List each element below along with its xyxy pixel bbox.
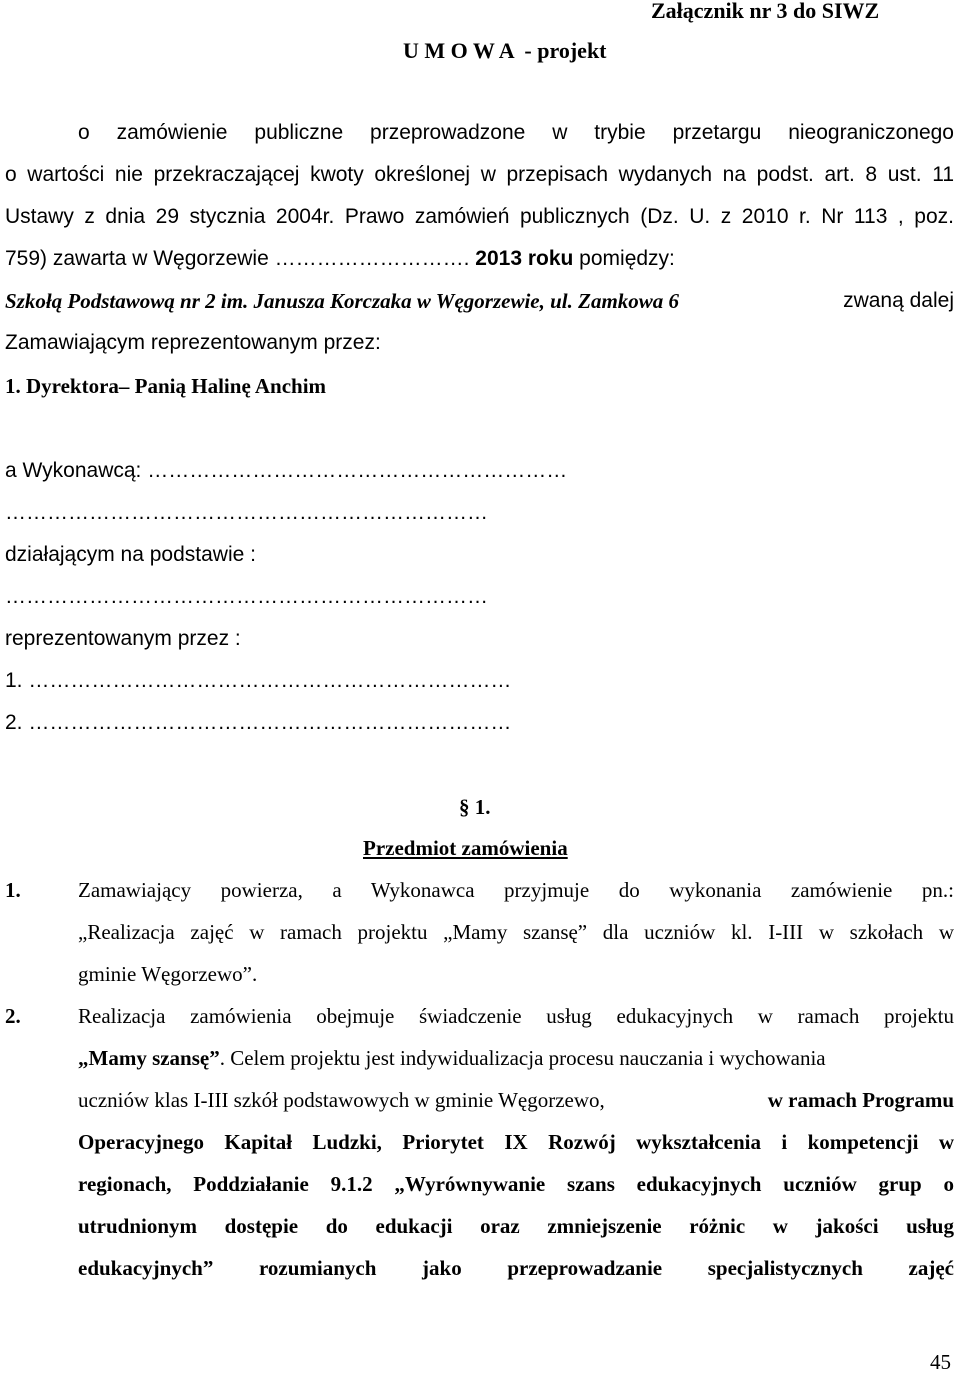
section-title: Przedmiot zamówienia <box>363 836 568 860</box>
basis-dots: …………………………………………………………… <box>5 585 488 608</box>
intro-line-4 <box>5 247 675 271</box>
item-2-line-5: regionach, Poddziałanie 9.1.2 „Wyrównywanie szans edukacyjnych uczniów grup o <box>78 1172 954 1196</box>
annex-label: Załącznik nr 3 do SIWZ <box>651 0 880 23</box>
document-title: U M O W A - projekt <box>403 38 607 63</box>
item-2-line-2 <box>78 1046 954 1071</box>
basis-label: działającym na podstawie : <box>5 543 256 566</box>
contractor-dots: …………………………………………………………… <box>5 501 488 524</box>
intro-line-5 <box>5 289 954 314</box>
school-name: Szkołą Podstawową nr 2 im. Janusza Korczaka w Węgorzewie, ul. Zamkowa 6 <box>5 289 680 313</box>
contractor-label: a Wykonawcą: …………………………………………………… <box>5 459 568 482</box>
item-2-line-3-pre: uczniów klas I-III szkół podstawowych w gminie Węgorzewo, <box>78 1088 611 1112</box>
item-2-line-3 <box>78 1088 954 1113</box>
item-2-line-6: utrudnionym dostępie do edukacji oraz zmniejszenie różnic w jakości usług <box>78 1214 954 1238</box>
page-number: 45 <box>930 1350 951 1374</box>
item-2-line-1: Realizacja zamówienia obejmuje świadczenie usług edukacyjnych w ramach projektu <box>78 1004 954 1028</box>
item-2-number: 2. <box>5 1004 21 1028</box>
rep-line-1: 1. …………………………………………………………… <box>5 669 512 692</box>
intro-line-4-post: pomiędzy: <box>573 247 675 270</box>
item-1-number: 1. <box>5 878 21 902</box>
intro-line-4-pre: 759) zawarta w Węgorzewie ………………………. <box>5 247 476 270</box>
representative-line: 1. Dyrektora– Panią Halinę Anchim <box>5 374 327 398</box>
intro-line-5-post: zwaną dalej <box>837 289 954 312</box>
intro-line-6: Zamawiającym reprezentowanym przez: <box>5 331 381 354</box>
intro-line-1: o zamówienie publiczne przeprowadzone w trybie przetargu nieograniczonego <box>78 121 954 144</box>
item-1-line-1: Zamawiający powierza, a Wykonawca przyjmuje do wykonania zamówienie pn.: <box>78 878 954 902</box>
rep-label: reprezentowanym przez : <box>5 627 241 650</box>
item-1-line-2: „Realizacja zajęć w ramach projektu „Mamy szansę” dla uczniów kl. I-III w szkołach w <box>78 920 954 944</box>
rep-line-2: 2. …………………………………………………………… <box>5 711 512 734</box>
item-2-line-4: Operacyjnego Kapitał Ludzki, Priorytet IX Rozwój wykształcenia i kompetencji w <box>78 1130 954 1154</box>
item-2-line-2-post: . Celem projektu jest indywidualizacja procesu nauczania i wychowania <box>219 1046 826 1070</box>
intro-line-2: o wartości nie przekraczającej kwoty określonej w przepisach wydanych na podst. art. 8 ust. 11 <box>5 163 954 186</box>
intro-line-3: Ustawy z dnia 29 stycznia 2004r. Prawo zamówień publicznych (Dz. U. z 2010 r. Nr 113 , poz. <box>5 205 954 228</box>
item-2-line-3-bold: w ramach Programu <box>767 1088 954 1112</box>
item-2-line-7: edukacyjnych” rozumianych jako przeprowadzanie specjalistycznych zajęć <box>78 1256 954 1280</box>
item-1-line-3: gminie Węgorzewo”. <box>78 962 258 986</box>
section-number: § 1. <box>459 795 491 819</box>
contract-year: 2013 roku <box>475 247 574 270</box>
project-name: „Mamy szansę” <box>78 1046 220 1070</box>
